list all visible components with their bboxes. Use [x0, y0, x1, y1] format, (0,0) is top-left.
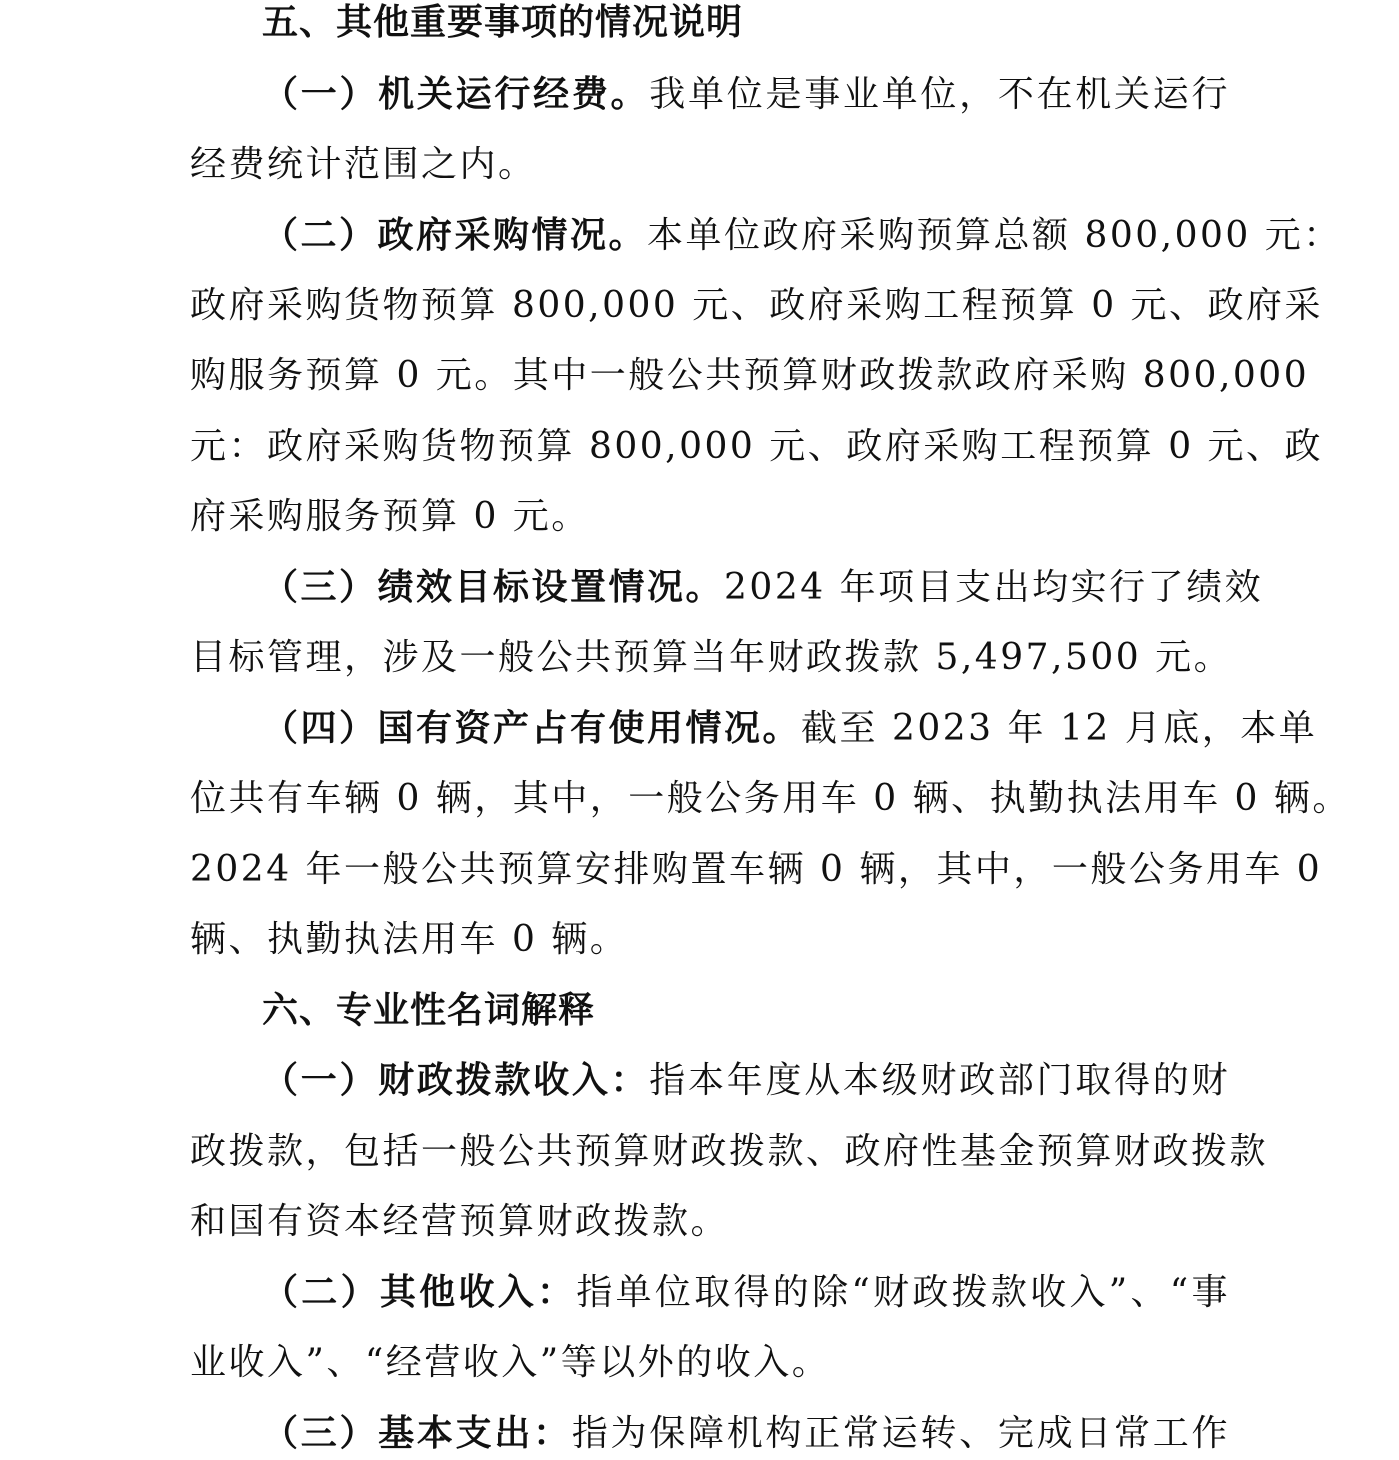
paragraph-line: （三）绩效目标设置情况。2024 年项目支出均实行了绩效	[262, 567, 1264, 608]
paragraph-line: 业收入”、“经营收入”等以外的收入。	[190, 1342, 831, 1383]
paragraph-lead: （一）财政拨款收入：	[262, 1060, 650, 1101]
paragraph-lead: （一）机关运行经费。	[262, 74, 650, 115]
paragraph-lead: （三）基本支出：	[262, 1413, 572, 1454]
paragraph-line: 辆、执勤执法用车 0 辆。	[190, 919, 629, 960]
paragraph-line: （三）基本支出：指为保障机构正常运转、完成日常工作	[262, 1413, 1230, 1454]
paragraph-line: 和国有资本经营预算财政拨款。	[190, 1201, 730, 1242]
paragraph-line: 府采购服务预算 0 元。	[190, 496, 590, 537]
paragraph-line: （二）政府采购情况。本单位政府采购预算总额 800,000 元：	[262, 215, 1342, 256]
paragraph-line: 政府采购货物预算 800,000 元、政府采购工程预算 0 元、政府采	[190, 285, 1324, 326]
paragraph-line: （四）国有资产占有使用情况。截至 2023 年 12 月底，本单	[262, 708, 1318, 749]
paragraph-line: （一）财政拨款收入：指本年度从本级财政部门取得的财	[262, 1060, 1230, 1101]
paragraph-line: 2024 年一般公共预算安排购置车辆 0 辆，其中，一般公务用车 0	[190, 849, 1323, 890]
paragraph-line: 目标管理，涉及一般公共预算当年财政拨款 5,497,500 元。	[190, 637, 1233, 678]
paragraph-line: 元：政府采购货物预算 800,000 元、政府采购工程预算 0 元、政	[190, 426, 1324, 467]
section-heading-5: 五、其他重要事项的情况说明	[262, 2, 744, 43]
paragraph-line: 经费统计范围之内。	[190, 144, 537, 185]
paragraph-lead: （二）政府采购情况。	[262, 215, 648, 256]
paragraph-line: 位共有车辆 0 辆，其中，一般公务用车 0 辆、执勤执法用车 0 辆。	[190, 778, 1351, 819]
section-heading-6: 六、专业性名词解释	[262, 990, 596, 1031]
paragraph-lead: （四）国有资产占有使用情况。	[262, 708, 802, 749]
paragraph-line: 购服务预算 0 元。其中一般公共预算财政拨款政府采购 800,000	[190, 355, 1310, 396]
paragraph-line: （一）机关运行经费。我单位是事业单位，不在机关运行	[262, 74, 1230, 115]
paragraph-lead: （二）其他收入：	[262, 1272, 577, 1313]
paragraph-lead: （三）绩效目标设置情况。	[262, 567, 725, 608]
paragraph-line: 政拨款，包括一般公共预算财政拨款、政府性基金预算财政拨款	[190, 1131, 1269, 1172]
paragraph-line: （二）其他收入：指单位取得的除“财政拨款收入”、“事	[262, 1272, 1230, 1313]
